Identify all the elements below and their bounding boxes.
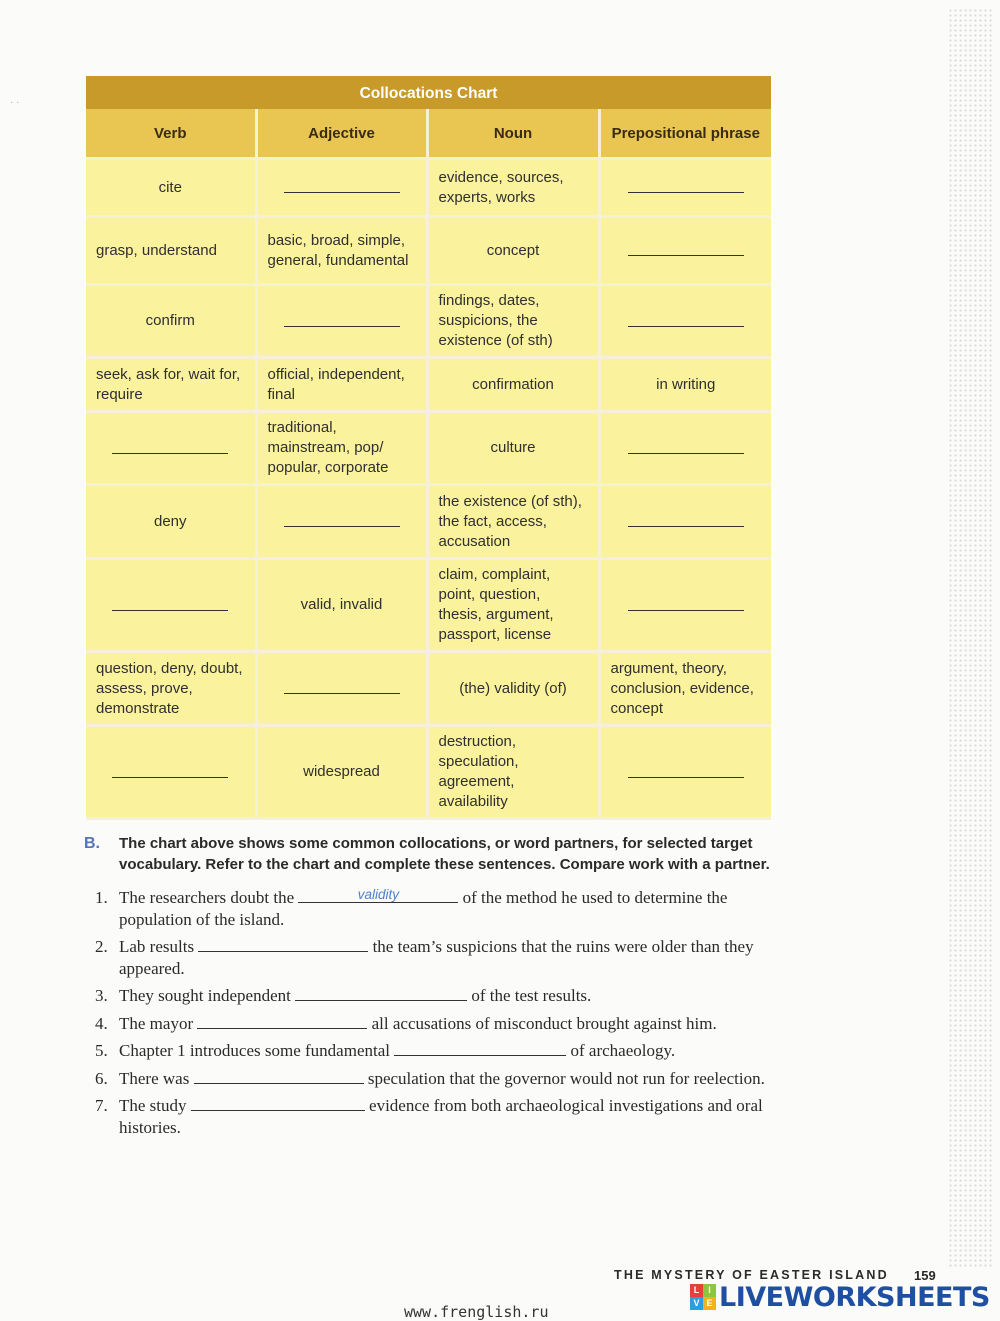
header-prepositional-phrase: Prepositional phrase (599, 109, 771, 159)
sentence-end: the team’s suspicions that the ruins were older than they appeared. (119, 937, 754, 978)
sentence-start: The mayor (119, 1013, 194, 1033)
cell-adjective: traditional, mainstream, pop/ popular, corporate (256, 412, 427, 485)
sentence-start: There was (119, 1068, 190, 1088)
cell-verb: grasp, understand (86, 217, 256, 285)
cell-adjective-blank[interactable] (256, 285, 427, 358)
sentence-item-2 (84, 936, 774, 979)
scan-speck: · · (10, 97, 20, 108)
cell-verb-blank[interactable] (86, 559, 256, 652)
brand-name: LIVEWORKSHEETS (719, 1281, 990, 1313)
answer-field[interactable] (198, 936, 368, 952)
cell-noun: confirmation (427, 358, 599, 412)
sentence-end: speculation that the governor would not run for reelection. (367, 1068, 765, 1088)
logo-letter: E (703, 1297, 716, 1310)
cell-prep-blank[interactable] (599, 159, 771, 217)
item-number: 6. (95, 1068, 108, 1088)
cell-noun: culture (427, 412, 599, 485)
header-adjective: Adjective (256, 109, 427, 159)
sentence-end: evidence from both archaeological investigations and oral histories. (119, 1096, 763, 1137)
blank-line[interactable] (628, 443, 744, 454)
blank-line[interactable] (112, 600, 228, 611)
item-number: 4. (95, 1013, 108, 1033)
cell-noun: the existence (of sth), the fact, access, accusation (427, 485, 599, 559)
blank-line[interactable] (112, 767, 228, 778)
cell-prep-blank[interactable] (599, 217, 771, 285)
header-row (86, 109, 771, 159)
sentence-start: The study (119, 1096, 187, 1115)
item-number: 3. (95, 986, 108, 1005)
header-noun: Noun (427, 109, 599, 159)
exercise-instructions (84, 834, 774, 875)
collocations-table (86, 109, 771, 820)
cell-prep-blank[interactable] (599, 485, 771, 559)
cell-prep: argument, theory, conclusion, evidence, concept (599, 652, 771, 726)
answer-field[interactable] (295, 985, 467, 1001)
item-number: 1. (95, 888, 108, 907)
cell-adjective: valid, invalid (256, 559, 427, 652)
dotted-margin (948, 8, 994, 1268)
cell-noun: evidence, sources, experts, works (427, 159, 599, 217)
answer-text[interactable]: validity (357, 887, 399, 902)
table-row (86, 726, 771, 819)
item-number: 2. (95, 937, 108, 956)
item-number: 7. (95, 1096, 108, 1115)
sentence-start: Chapter 1 introduces some fundamental (119, 1041, 390, 1060)
cell-verb-blank[interactable] (86, 726, 256, 819)
cell-noun: destruction, speculation, agreement, availability (427, 726, 599, 819)
table-row (86, 217, 771, 285)
chart-title: Collocations Chart (86, 76, 771, 109)
table-row (86, 412, 771, 485)
blank-line[interactable] (628, 316, 744, 327)
table-row (86, 652, 771, 726)
cell-adjective: widespread (256, 726, 427, 819)
answer-field[interactable] (191, 1095, 365, 1111)
answer-field[interactable] (394, 1040, 566, 1056)
blank-line[interactable] (112, 443, 228, 454)
sentence-item-1 (84, 887, 774, 930)
sentence-item-6 (84, 1068, 774, 1090)
sentence-item-5 (84, 1040, 774, 1062)
sentence-item-4 (84, 1013, 774, 1035)
cell-prep: in writing (599, 358, 771, 412)
sentence-start: They sought independent (119, 986, 291, 1005)
cell-adjective-blank[interactable] (256, 652, 427, 726)
sentence-start: The researchers doubt the (119, 888, 295, 907)
site-url[interactable]: www.frenglish.ru (404, 1303, 549, 1321)
header-verb: Verb (86, 109, 256, 159)
table-row (86, 358, 771, 412)
blank-line[interactable] (284, 316, 400, 327)
logo-letter: I (703, 1284, 716, 1297)
cell-adjective-blank[interactable] (256, 159, 427, 217)
item-number: 5. (95, 1041, 108, 1060)
blank-line[interactable] (628, 516, 744, 527)
cell-verb: seek, ask for, wait for, require (86, 358, 256, 412)
cell-noun: claim, complaint, point, question, thesis, argument, passport, license (427, 559, 599, 652)
sentence-list (84, 887, 774, 1138)
cell-noun: (the) validity (of) (427, 652, 599, 726)
cell-adjective: official, independent, final (256, 358, 427, 412)
blank-line[interactable] (284, 182, 400, 193)
cell-prep-blank[interactable] (599, 559, 771, 652)
sentence-item-7 (84, 1095, 774, 1138)
cell-verb: confirm (86, 285, 256, 358)
cell-adjective: basic, broad, simple, general, fundamental (256, 217, 427, 285)
sentence-item-3 (84, 985, 774, 1007)
running-title: THE MYSTERY OF EASTER ISLAND (614, 1268, 889, 1282)
sentence-end: of the method he used to determine the population of the island. (119, 888, 728, 929)
table-row (86, 485, 771, 559)
blank-line[interactable] (628, 767, 744, 778)
cell-verb: deny (86, 485, 256, 559)
sentence-start: Lab results (119, 937, 195, 956)
sentence-end: of the test results. (471, 986, 592, 1005)
exercise-b (84, 834, 774, 1144)
sentence-end: all accusations of misconduct brought against him. (371, 1013, 717, 1033)
cell-prep-blank[interactable] (599, 285, 771, 358)
cell-prep-blank[interactable] (599, 726, 771, 819)
blank-line[interactable] (628, 245, 744, 256)
blank-line[interactable] (284, 683, 400, 694)
table-row (86, 285, 771, 358)
answer-field[interactable] (197, 1013, 367, 1029)
answer-field[interactable] (194, 1068, 364, 1084)
logo-letter: L (690, 1284, 703, 1297)
blank-line[interactable] (628, 182, 744, 193)
collocations-chart (86, 76, 771, 820)
cell-adjective-blank[interactable] (256, 485, 427, 559)
cell-noun: findings, dates, suspicions, the existence (of sth) (427, 285, 599, 358)
cell-noun: concept (427, 217, 599, 285)
exercise-letter: B. (84, 835, 100, 852)
table-row (86, 159, 771, 217)
blank-line[interactable] (284, 516, 400, 527)
sentence-end: of archaeology. (570, 1041, 676, 1060)
blank-line[interactable] (628, 600, 744, 611)
cell-verb: question, deny, doubt, assess, prove, demonstrate (86, 652, 256, 726)
instructions-text: The chart above shows some common collocations, or word partners, for selected target vocabulary. Refer to the chart and complete these sentences. Compare work with a partner. (119, 835, 770, 873)
cell-prep-blank[interactable] (599, 412, 771, 485)
cell-verb-blank[interactable] (86, 412, 256, 485)
answer-field[interactable] (298, 887, 458, 903)
table-row (86, 559, 771, 652)
page-number: 159 (914, 1268, 936, 1283)
cell-verb: cite (86, 159, 256, 217)
logo-letter: V (690, 1297, 703, 1310)
liveworksheets-brand[interactable] (690, 1282, 990, 1312)
liveworksheets-logo-icon (690, 1284, 716, 1310)
